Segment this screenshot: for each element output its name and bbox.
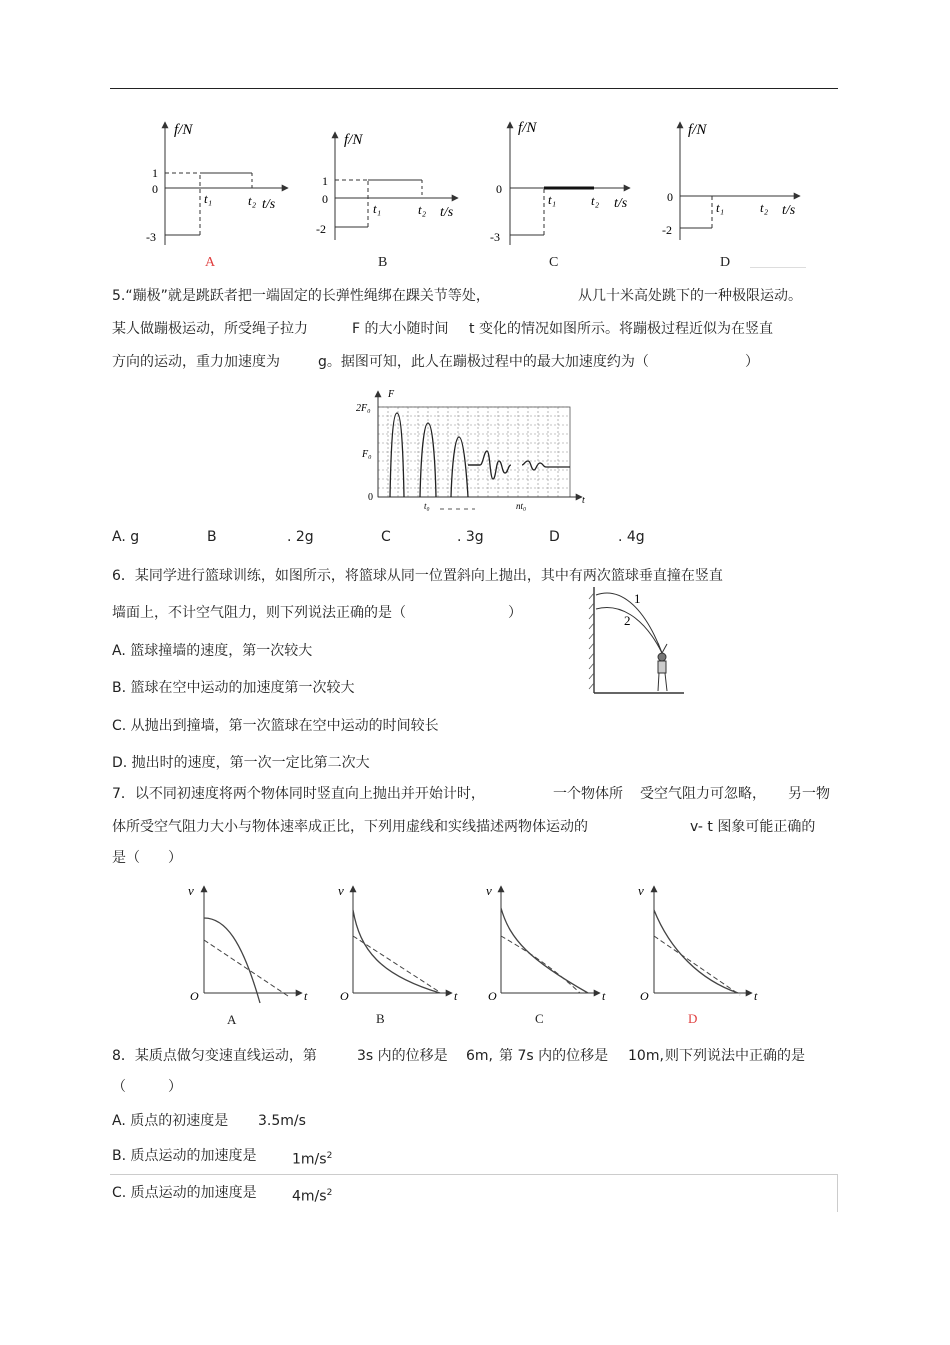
q5-y-f0: F₀ [362,449,372,460]
q7-label-c: C [535,1011,544,1026]
q7-a-t: t [304,989,308,1003]
q5-line3a: 方向的运动，重力加速度为 [112,354,280,370]
q7-label-a: A [227,1012,237,1027]
q5-option-a: A. g [112,529,140,545]
q7-d-t: t [754,989,758,1003]
q5-option-d2: . 4g [618,529,645,545]
q7-line1a: 7．以不同初速度将两个物体同时竖直向上抛出并开始计时， [112,786,485,802]
q4-d-t2: t₂ [760,200,769,215]
q5-x-label: t [582,495,585,506]
q6-trajectory-2: 2 [624,613,631,628]
q7-line1d: 另一物 [788,786,830,802]
q4-c-t1: t₁ [548,192,557,207]
q5-force-curve [390,413,570,497]
q5-x-t0: t₀ [424,501,430,511]
q4-label-b: B [378,255,388,270]
q7-line2b: v- t 图象可能正确的 [690,819,816,835]
q5-y-2f0: 2F₀ [356,403,371,414]
q5-option-c1: C [381,529,391,545]
q5-line2c: t 变化的情况如图所示。将蹦极过程近似为在竖直 [469,321,773,337]
q6-line1: 6．某同学进行篮球训练，如图所示，将篮球从同一位置斜向上抛出，其中有两次篮球垂直撞在竖直 [112,568,723,584]
q7-label-d: D [688,1011,698,1026]
q7-c-t: t [602,989,606,1003]
q8-line1d: 第 7s 内的位移是 [499,1048,609,1064]
q6-line2-end: ） [508,605,522,621]
person-icon [658,643,667,691]
q4-graph-a [146,122,288,245]
q5-zero: 0 [368,492,373,503]
q6-trajectory-1: 1 [634,591,641,606]
q7-a-o: O [190,989,199,1003]
q4-label-a: A [205,255,216,270]
q8-option-c-text: C. 质点运动的加速度是 [112,1185,257,1201]
q4-b-t2: t₂ [418,202,427,217]
q6-option-c: C. 从抛出到撞墙，第一次篮球在空中运动的时间较长 [112,718,439,734]
q4-d-zero: 0 [667,190,673,204]
q7-a-v: v [188,883,194,898]
q4-c-zero: 0 [496,182,502,196]
q8-line1f: 则下列说法中正确的是 [665,1048,805,1064]
q4-b-zero: 0 [322,192,328,206]
q8-option-a-text: A. 质点的初速度是 [112,1113,229,1129]
q8-c-rule [110,1174,838,1175]
q4-c-t2: t₂ [591,193,600,208]
q4-a-zero: 0 [152,182,158,196]
q8-line1e: 10m, [628,1048,664,1064]
q5-force-graph [350,385,600,515]
q7-label-b: B [376,1011,385,1026]
q4-label-c: C [549,255,559,270]
q5-line3b: g。据图可知，此人在蹦极过程中的最大加速度约为（ [318,354,649,370]
q5-line1b: 从几十米高处跳下的一种极限运动。 [578,288,802,304]
q6-option-b: B. 篮球在空中运动的加速度第一次较大 [112,680,355,696]
q5-line3c: ） [745,354,759,370]
q4-d-ylabel: f/N [688,122,707,138]
q5-y-label: F [388,389,395,400]
q7-graph-b [338,883,458,1003]
q4-d-ybot: -2 [662,223,672,237]
q4-c-xlabel: t/s [614,196,628,211]
q8-c-unit: 4m/s [292,1188,327,1205]
q8-line1a: 8．某质点做匀变速直线运动，第 [112,1048,317,1064]
q7-line3: 是（ ） [112,850,182,866]
q8-line1c: 6m, [466,1048,493,1064]
q4-graph-d [662,122,800,240]
q4-b-ylabel: f/N [344,132,363,148]
q4-c-ylabel: f/N [518,120,537,136]
q5-line2b: F 的大小随时间 [352,321,449,337]
q4-b-t1: t₁ [373,201,382,216]
q7-b-o: O [340,989,349,1003]
q7-c-o: O [488,989,497,1003]
q7-line1c: 受空气阻力可忽略， [640,786,766,802]
q7-graph-c [486,883,606,1003]
q8-option-a-value: 3.5m/s [258,1113,306,1129]
q7-graph-d [638,883,758,1003]
q4-label-d: D [720,255,731,270]
d-underline [750,267,806,268]
q8-b-unit: 1m/s [292,1151,327,1168]
q7-d-o: O [640,989,649,1003]
q7-vt-graphs [180,880,780,1030]
q7-graph-a [188,883,308,1003]
q4-graph-b [316,132,458,240]
q4-a-t1: t₁ [204,191,213,206]
q5-option-b2: . 2g [287,529,314,545]
q4-a-xlabel: t/s [262,197,276,212]
q7-line1b: 一个物体所 [553,786,623,802]
q4-b-ybot: -2 [316,222,326,236]
q5-line2a: 某人做蹦极运动，所受绳子拉力 [112,321,308,337]
q4-a-ylabel: f/N [174,122,193,138]
q5-option-b1: B [207,529,217,545]
q4-c-ybot: -3 [490,230,500,244]
q7-line2a: 体所受空气阻力大小与物体速率成正比，下列用虚线和实线描述两物体运动的 [112,819,588,835]
q8-line1b: 3s 内的位移是 [357,1048,448,1064]
q8-c-sup: 2 [326,1188,333,1198]
q8-b-sup: 2 [326,1151,333,1161]
q6-line2: 墙面上，不计空气阻力，则下列说法正确的是（ [112,605,406,621]
q7-b-t: t [454,989,458,1003]
q6-option-a: A. 篮球撞墙的速度，第一次较大 [112,643,313,659]
q7-d-v: v [638,883,644,898]
q5-option-d1: D [549,529,560,545]
q5-line1: 5.“蹦极”就是跳跃者把一端固定的长弹性绳绑在踝关节等处， [112,288,490,304]
q4-a-ybot: -3 [146,230,156,244]
q4-d-t1: t₁ [716,200,725,215]
q8-c-rule-right [837,1174,838,1212]
q6-basketball-figure [588,583,688,695]
q5-x-nt0: nt₀ [516,501,527,511]
q4-b-xlabel: t/s [440,205,454,220]
header-rule [110,88,838,89]
q8-option-b-value [292,1146,332,1170]
q8-option-c-value [292,1183,332,1207]
q4-graph-c [490,120,630,245]
q8-line2: （ ） [112,1079,182,1095]
q4-a-t2: t₂ [248,193,257,208]
q4-d-xlabel: t/s [782,203,796,218]
q8-option-b-text: B. 质点运动的加速度是 [112,1148,257,1164]
q6-option-d: D. 抛出时的速度，第一次一定比第二次大 [112,755,370,771]
q4-a-ytop: 1 [152,166,158,180]
q4-b-ytop: 1 [322,174,328,188]
q7-c-v: v [486,883,492,898]
q5-option-c2: . 3g [457,529,484,545]
q7-b-v: v [338,883,344,898]
